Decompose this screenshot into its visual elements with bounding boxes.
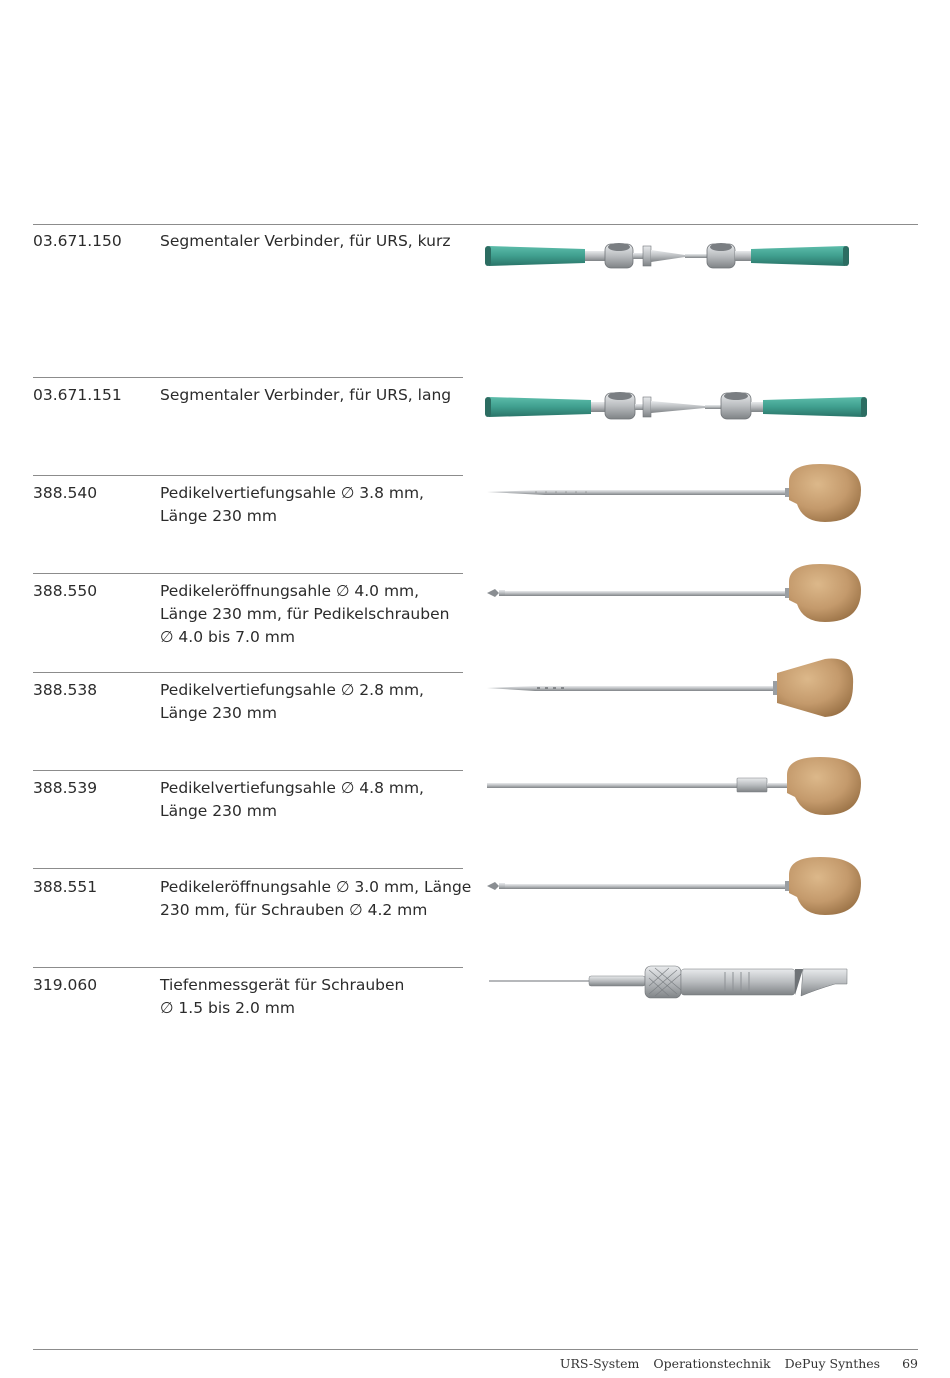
awl-flat-handle-icon (485, 655, 865, 721)
article-number: 388.540 (33, 484, 98, 502)
article-number: 388.539 (33, 779, 98, 797)
divider (33, 672, 463, 673)
footer-brand: DePuy Synthes (784, 1356, 881, 1371)
footer-system: URS-System (559, 1356, 640, 1371)
divider (33, 770, 463, 771)
depth-gauge-icon (485, 960, 855, 1006)
awl-round-handle-icon (485, 853, 865, 919)
divider (33, 868, 463, 869)
article-description: Tiefenmessgerät für Schrauben ∅ 1.5 bis 2.0 mm (160, 976, 405, 1017)
page-footer (560, 1356, 918, 1371)
awl-round-handle-icon (485, 460, 865, 526)
divider (33, 475, 463, 476)
article-description: Pedikeleröffnungsahle ∅ 4.0 mm, Länge 230 mm, für Pedikelschrauben ∅ 4.0 bis 7.0 mm (160, 582, 450, 646)
top-rule (33, 224, 918, 225)
segmental-connector-long-icon (485, 387, 870, 427)
article-description: Pedikelvertiefungsahle ∅ 3.8 mm, Länge 230 mm (160, 484, 424, 525)
article-description: Pedikelvertiefungsahle ∅ 4.8 mm, Länge 230 mm (160, 779, 424, 820)
bottom-rule (33, 1349, 918, 1350)
awl-round-handle-icon (485, 560, 865, 626)
segmental-connector-short-icon (485, 236, 855, 276)
article-number: 319.060 (33, 976, 98, 994)
article-description: Pedikeleröffnungsahle ∅ 3.0 mm, Länge 230 mm, für Schrauben ∅ 4.2 mm (160, 878, 472, 919)
article-number: 388.551 (33, 878, 98, 896)
article-description: Pedikelvertiefungsahle ∅ 2.8 mm, Länge 230 mm (160, 681, 424, 722)
divider (33, 573, 463, 574)
article-number: 388.538 (33, 681, 98, 699)
awl-round-handle-icon (485, 753, 865, 819)
footer-technique: Operationstechnik (653, 1356, 771, 1371)
article-description: Segmentaler Verbinder, für URS, lang (160, 386, 452, 404)
article-number: 388.550 (33, 582, 98, 600)
divider (33, 377, 463, 378)
article-description: Segmentaler Verbinder, für URS, kurz (160, 232, 451, 250)
article-number: 03.671.150 (33, 232, 122, 250)
divider (33, 967, 463, 968)
article-number: 03.671.151 (33, 386, 122, 404)
page-number: 69 (902, 1356, 918, 1371)
